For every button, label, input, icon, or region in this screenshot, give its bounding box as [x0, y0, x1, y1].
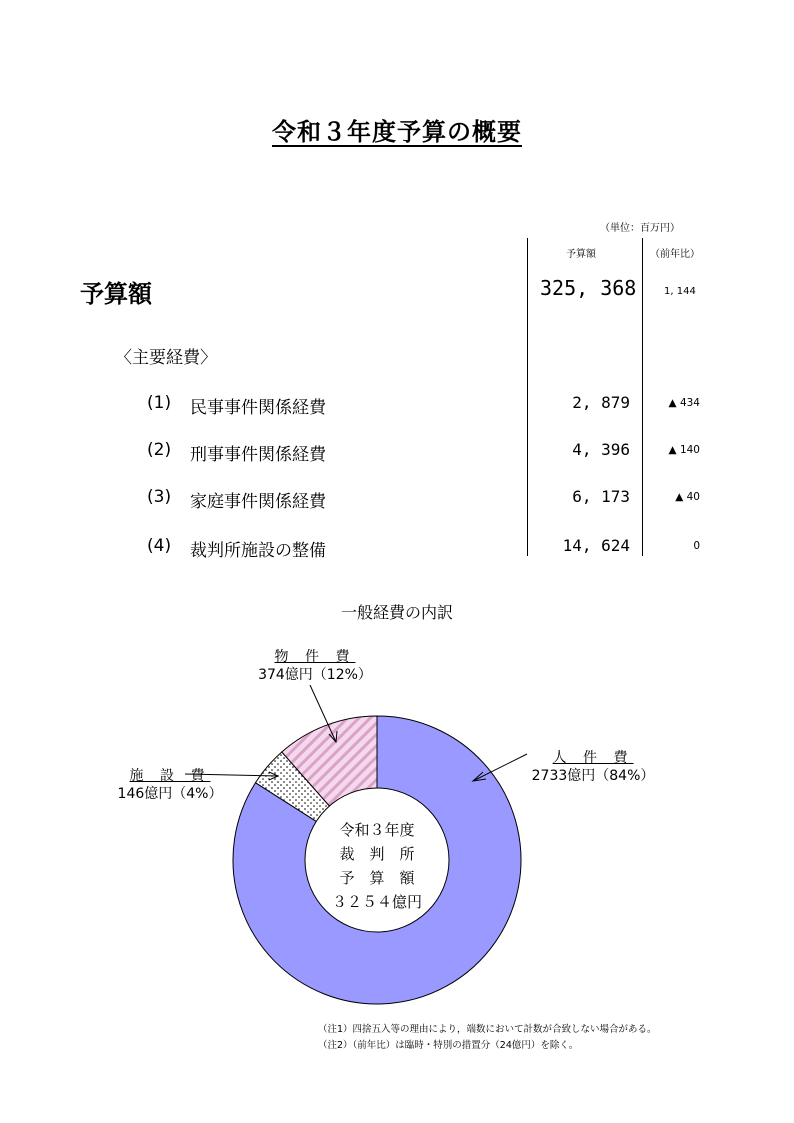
item-number: (3): [147, 487, 172, 507]
item-name: 裁判所施設の整備: [190, 541, 326, 561]
unit-label: （単位：百万円）: [600, 223, 680, 234]
item-name: 家庭事件関係経費: [190, 492, 326, 512]
goods-label-value: 374億円（12%）: [258, 667, 372, 683]
item-value: 4, 396: [572, 440, 630, 459]
center-line-2: 裁 判 所: [339, 845, 415, 863]
budget-column-header: 予算額: [566, 249, 596, 260]
facility-label: [95, 767, 245, 803]
item-prev: ▲ 140: [668, 444, 700, 456]
goods-label-name: 物 件 費: [274, 649, 356, 665]
total-budget-label: 予算額: [80, 280, 152, 308]
total-prev-value: 1, 144: [664, 286, 696, 297]
item-number: (1): [147, 393, 172, 413]
center-line-4: ３２５４億円: [331, 893, 422, 911]
item-prev: ▲ 40: [675, 491, 700, 503]
total-budget-value: 325, 368: [540, 276, 637, 300]
donut-center-text: [297, 818, 457, 914]
item-prev: 0: [693, 540, 700, 552]
center-line-1: 令和３年度: [339, 821, 415, 839]
personnel-label-value: 2733億円（84%）: [531, 768, 655, 784]
footnote-2: （注2）（前年比）は臨時・特別の措置分（24億円）を除く。: [318, 1040, 579, 1051]
item-name: 民事事件関係経費: [190, 398, 326, 418]
item-prev: ▲ 434: [668, 397, 700, 409]
page-title: 令和３年度予算の概要: [272, 118, 522, 146]
chart-title: 一般経費の内訳: [340, 603, 453, 622]
facility-label-value: 146億円（4%）: [117, 786, 223, 802]
personnel-label: [508, 749, 678, 785]
goods-label: [240, 648, 390, 684]
item-name: 刑事事件関係経費: [190, 445, 326, 465]
personnel-label-name: 人 件 費: [552, 750, 634, 766]
item-value: 2, 879: [572, 393, 630, 412]
facility-label-name: 施 設 費: [129, 768, 211, 784]
center-line-3: 予 算 額: [339, 869, 415, 887]
item-number: (2): [147, 440, 172, 460]
item-number: (4): [147, 536, 172, 556]
section-heading: 〈主要経費〉: [115, 348, 217, 368]
footnotes: [318, 1022, 657, 1054]
item-value: 14, 624: [562, 536, 630, 555]
item-value: 6, 173: [572, 487, 630, 506]
footnote-1: （注1）四捨五入等の理由により，端数において計数が合致しない場合がある。: [318, 1024, 657, 1035]
prev-column-header: （前年比）: [650, 249, 700, 260]
